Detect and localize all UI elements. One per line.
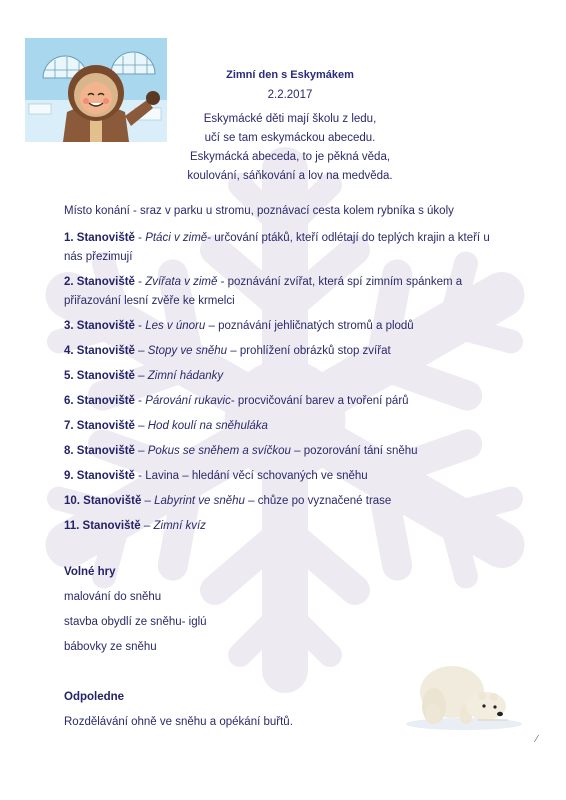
station-name: Párování rukavic [145,395,231,407]
station-label: 4. Stanoviště [64,345,135,357]
station-label: 9. Stanoviště [64,470,135,482]
poem-line: koulování, sáňkování a lov na medvěda. [187,170,393,182]
free-games-heading: Volné hry [64,566,116,578]
station-separator: - [134,320,146,332]
station-label: 6. Stanoviště [64,395,135,407]
free-game-item: bábovky ze sněhu [64,641,157,653]
station-desc: - poznávání zvířat, která spí zimním spánkem a přiřazování lesní zvěře ke krmelci [64,276,463,307]
poem-line: Eskymácká abeceda, to je pěkná věda, [189,151,391,163]
poem-line: Eskymácké děti mají školu z ledu, [203,113,377,125]
station-item [64,342,504,361]
station-name: Labyrint ve sněhu [154,495,245,507]
station-item [64,417,504,436]
polar-bear-illustration [404,650,524,732]
station-separator: - [134,276,146,288]
station-name: Stopy ve sněhu [147,345,228,357]
station-label: 10. Stanoviště [64,495,142,507]
station-item [64,467,504,486]
afternoon-heading: Odpoledne [64,691,125,703]
scan-mark: ⁄ [536,734,538,745]
station-list [64,229,504,542]
station-item [64,273,504,311]
station-name: Pokus se sněhem a svíčkou [147,445,291,457]
station-desc: - procvičování barev a tvoření párů [230,395,409,407]
station-separator: - [134,395,146,407]
station-item [64,229,504,267]
poem-line: učí se tam eskymáckou abecedu. [204,132,376,144]
station-desc: – chůze po vyznačené trase [244,495,392,507]
station-label: 1. Stanoviště [64,232,135,244]
station-desc: Lavina – hledání věcí schovaných ve sněhu [145,470,368,482]
poem [165,110,415,186]
afternoon-text: Rozdělávání ohně ve sněhu a opékání buřtů. [64,716,293,728]
station-item [64,517,504,536]
station-separator: – [134,345,148,357]
station-desc: - určování ptáků, kteří odlétají do teplých krajin a kteří u nás přezimují [64,232,490,263]
station-item [64,492,504,511]
station-separator: – [141,495,155,507]
station-separator: – [134,445,148,457]
station-label: 3. Stanoviště [64,320,135,332]
free-game-item: stavba obydlí ze sněhu- iglú [64,616,207,628]
station-name: Zimní hádanky [147,370,224,382]
station-separator: - [134,232,146,244]
station-name: Zvířata v zimě [145,276,218,288]
station-label: 7. Stanoviště [64,420,135,432]
station-separator: – [134,420,148,432]
free-game-item: malování do sněhu [64,591,162,603]
station-desc: – pozorování tání sněhu [290,445,418,457]
station-desc: – poznávání jehličnatých stromů a plodů [205,320,414,332]
station-item [64,392,504,411]
station-item [64,317,504,336]
eskimo-illustration [25,38,167,142]
station-name: Zimní kvíz [153,520,206,532]
station-name: Hod koulí na sněhuláka [147,420,268,432]
station-label: 11. Stanoviště [64,520,141,532]
station-label: 8. Stanoviště [64,445,135,457]
station-desc: – prohlížení obrázků stop zvířat [227,345,391,357]
station-label: 5. Stanoviště [64,370,135,382]
venue-text: Místo konání - sraz v parku u stromu, poznávací cesta kolem rybníka s úkoly [64,205,454,217]
document-title: Zimní den s Eskymákem [226,69,354,81]
station-name: Les v únoru [145,320,206,332]
station-item [64,442,504,461]
station-separator: - [134,470,146,482]
station-name: Ptáci v zimě [145,232,208,244]
station-label: 2. Stanoviště [64,276,135,288]
station-separator: – [134,370,148,382]
document-date: 2.2.2017 [267,89,313,101]
station-item [64,367,504,386]
station-separator: – [140,520,154,532]
